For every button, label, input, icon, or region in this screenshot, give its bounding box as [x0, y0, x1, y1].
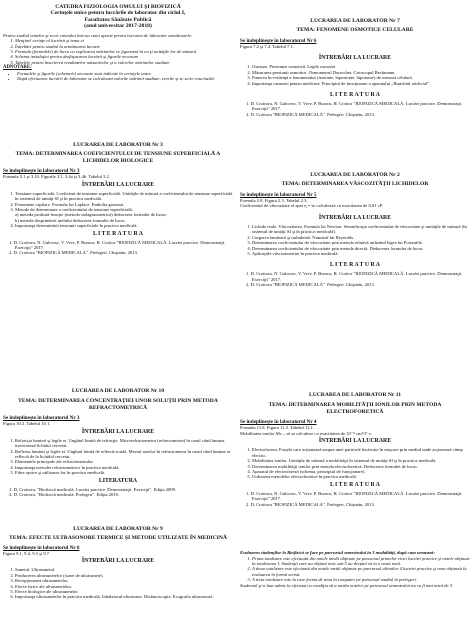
evaluation-section — [240, 550, 470, 588]
question-item: 2. Curgerea laminară şi turbulentă. Numărul lui Reynolds. — [252, 235, 470, 240]
lab3-formule: Formula 3.1 şi 3.10. Figurile 3.1, 3.4a şi 3.4b. Tabelul 3.2. — [3, 174, 111, 180]
question-item: 2. Reflexia luminii şi legile ei. Unghiul limită de reflexie totală. Mersul razelor în refractometru în cazul când lumina se reflectă de la lichidul cercetat. — [15, 449, 233, 460]
question-text: Metode de determinare a coeficientului de tensiune superficială: — [15, 207, 133, 213]
lab3-title: LUCRAREA DE LABORATOR Nr 3 — [73, 142, 163, 148]
lab11-literature — [240, 491, 470, 507]
evaluation-item: 1. Prima totalizare este efectuată din notele medii obţinute pe parcursul primelor cinci lucrări practice şi notele obţinute la totalizarea I. Studenţii care au obţinut note sub 5 au dreptul să ia o nouă notă. — [252, 556, 470, 567]
lab9-tema: TEMA: EFECTE ULTRASONORE TERMICE ŞI METODE UTILIZATE ÎN MEDICINĂ — [9, 535, 227, 542]
lab11-formule-1: Formula 11.8. Figura 11.3. Tabelul 11.1. — [240, 425, 314, 431]
header-intro: Pentru studiul temelor şi scrie caietului într-un caiet aparte pentru lucrarea de laborator următoarele: — [3, 32, 193, 38]
lab3-literature-title: L I T E R A T U R A — [93, 230, 143, 237]
lab7-tema: TEMA: FENOMENE OSMOTICE CELULARE — [296, 27, 414, 34]
header-step: 4. Schema instalaţiei pentru desfăşurarea lucrării şi figurile necesare — [15, 54, 233, 59]
evaluation-item: 3. A treia totalizare este la care forma de nota în computer pe parcursul studiul la prelegeri. — [252, 577, 470, 582]
lab10-formule: Figura 10.3. Tabelul 10.1. — [3, 421, 51, 427]
question-item: 1. Sunetul. Ultrasunetul. — [15, 567, 233, 572]
lab11-title: LUCRAREA DE LABORATOR Nr 11 — [309, 392, 401, 398]
question-item: 5. Efecte biologice ale ultrasunetelor. — [15, 589, 233, 594]
question-item: 1. Lichide reale. Vâscozitatea. Formula lui Newton. Semnificaţia coeficientului de vâscozitate şi unităţile de măsură (în sistemul de unităţi SI şi în practica medicală). — [252, 224, 470, 235]
lab10-literature-title: LITERATURA — [98, 477, 138, 484]
lab9-questions — [3, 567, 233, 599]
lab10-literature — [3, 487, 233, 498]
question-item: 4. Efecte fizice ale ultrasunetelor. — [15, 584, 233, 589]
lab2-book: Se îndeplineşte în laboratorul Nr 5 — [240, 191, 317, 198]
header-step: 1. Menţinel cerinţe al lucrării şi tema ei — [15, 38, 233, 43]
lab7-literature — [240, 101, 470, 117]
lab11-tema: TEMA: DETERMINAREA MOBILITĂŢII IONILOR PRIN METODA ELECTROFORETICĂ — [268, 402, 442, 415]
header-line-1: Cerinţele unice pentru lucrările de laborator din ciclul I, — [50, 10, 186, 17]
literature-item: 2. D. Croitoru "BIOFIZICĂ MEDICALĂ". Prelegeri. Chişinău, 2013. — [246, 111, 375, 117]
lab2-formule-1: Formula 2.8, Figura 2.3. Tabelul 2.3. — [240, 197, 308, 203]
lab2-section — [240, 172, 470, 288]
question-item: 1. Tensiune superficială. Coeficient de tensiune superficială. Unităţile de măsură a coeficientului de tensiune superficială în sistemul de unităţi SI şi în practica medicală. — [15, 191, 233, 202]
lab10-questions-title: ÎNTREBĂRI LA LUCRARE — [81, 428, 155, 435]
literature-item: 2. D. Croitoru "BIOFIZICĂ MEDICALĂ". Prelegeri. Chişinău, 2013. — [246, 501, 375, 507]
lab11-questions — [240, 447, 470, 479]
question-item: 6. Importanţa ultrasunetelor în practica medicală. Inhalatorul ultrasonor. Diafanoscopia. Ecografia ultrasonoră. — [15, 594, 233, 599]
lab9-questions-title: ÎNTREBĂRI LA LUCRARE — [81, 558, 155, 565]
lab7-literature-title: L I T E R A T U R A — [330, 92, 380, 99]
evaluation-list — [240, 556, 470, 583]
question-item: 4. Importanţa determinării tensiunii superficiale în practica medicală. — [15, 223, 233, 228]
adnotare-label: ADNOTARE: — [3, 65, 32, 71]
lab11-questions-title: ÎNTREBĂRI LA LUCRARE — [318, 438, 392, 445]
lab3-book: Se îndeplineşte în laboratorul Nr 3 — [3, 168, 80, 175]
header-step: 5. Tabelele pentru înscrierea rezultatelor măsurărilor şi a valorilor mărimilor studiate — [15, 60, 233, 65]
lab11-book: Se îndeplineşte în laboratorul Nr 4 — [240, 419, 317, 426]
question-item — [15, 207, 233, 223]
adnotare-item: • După efectuarea lucrării de laborator se calculează valorile mărimii studiate, erorile şi se scrie concluziile — [17, 76, 233, 81]
lab10-book: Se îndeplineşte în laboratorul Nr 3 — [3, 415, 80, 422]
lab2-literature-title: L I T E R A T U R A — [330, 262, 380, 269]
lab7-questions — [240, 64, 470, 86]
lab10-tema: TEMA: DETERMINAREA CONCENTRAŢIEI UNOR SOLUŢII PRIN METODA REFRACTOMETRICĂ — [18, 398, 218, 411]
literature-item: 1. D. Croitoru, N. Gubceac, V. Vrev, P. Buracu, R. Croitor "BIOFIZICĂ MEDICALĂ. Lucrări practice. Demonstraţii. Exerciţii" 2017. — [9, 239, 226, 251]
question-item: 3. Determinarea mobilităţii ionilor prin metoda electroforetică. Deducerea formulei de lucru. — [252, 464, 470, 469]
lab10-title: LUCRAREA DE LABORATOR Nr 10 — [71, 388, 165, 394]
lab7-formule: Figura 7.2 şi 7.4. Tabelul 7.1. — [240, 43, 294, 49]
question-item: 1. Osmoza. Presiunea osmotică. Legile osmozei. — [252, 64, 470, 69]
question-subitem: b) metoda desprinderii inelului deducerea formulei de lucru. — [15, 217, 126, 223]
lab11-section — [240, 392, 470, 507]
question-item: 1. Refracţia luminii şi legile ei. Unghiul limită de refracţie. Microrefractometru (refractometru) în cazul când lumina traversează lichidul cercetat. — [15, 438, 233, 449]
lab7-book: Se îndeplineşte în laboratorul Nr 6 — [240, 37, 317, 44]
question-item: 2. Producerea ultrasunetelor (surse de ultrasunete). — [15, 573, 233, 578]
question-item: 4. Aparatul de electroforeză (schema, principiul de funcţionare). — [252, 469, 470, 474]
lab3-literature — [3, 240, 233, 256]
lab3-section — [3, 142, 233, 256]
question-item: 2. Mobilitatea ionilor. Unităţile de măsură a mobilităţii în sistemul de unităţi SI şi în practica medicală. — [252, 458, 470, 463]
lab11-formule-2: Mobilitatea ionilor Mₙ – să se calculeze cu exactitatea de 10⁻⁸ cm²/V·s. — [240, 430, 372, 436]
question-item: 3. Determinarea coeficientului de vâscozitate prin metoda relativă utilizând legea lui Poiseuille. — [252, 240, 470, 245]
lab3-questions-title: ÎNTREBĂRI LA LUCRARE — [81, 181, 155, 188]
header-steps — [3, 38, 233, 65]
lab2-literature — [240, 271, 470, 287]
header-step: 2. Întrebări pentru studiul la următoarea lucrare — [15, 44, 233, 49]
lab3-tema: TEMA: DETERMINAREA COEFICIENTULUI DE TENSIUNE SUPERFICIALĂ A LICHIDELOR BIOLOGICE — [15, 151, 221, 164]
adnotare-list — [3, 71, 233, 82]
lab11-literature-title: L I T E R A T U R A — [330, 481, 380, 488]
literature-item: 1. D. Croitoru, N. Gubceac, V. Vrev, P. Buracu, R. Croitor "BIOFIZICĂ MEDICALĂ. Lucrări practice. Demonstraţii. Exerciţii" 2017. — [246, 271, 463, 282]
literature-item: 1. D. Croitoru, N. Gubceac, V. Vrev, P. Buracu, R. Croitor "BIOFIZICĂ MEDICALĂ. Lucrări practice. Demonstraţii. Exerciţii" 2017. — [246, 490, 463, 502]
lab2-title: LUCRAREA DE LABORATOR Nr 2 — [310, 172, 400, 178]
question-item: 4. Determinarea coeficientului de vâscozitate prin metoda directă. Deducerea formulei de lucru. — [252, 246, 470, 251]
header-section — [3, 4, 233, 81]
lab9-book: Se îndeplineşte în laboratorul Nr 6 — [3, 544, 80, 551]
lab3-questions — [3, 191, 233, 229]
evaluation-footer: Studentul şi-a luat admis la efectuat cu condiţia să a media notelor pe parcursul semestrului nu va fi mai mică de 5. — [240, 582, 454, 588]
lab9-section — [3, 526, 233, 600]
header-line-2: Facultatea Sănătate Publică — [84, 16, 152, 23]
question-item: 4. Importanţa osmozei pentru medicină. Principiul de funcţionare a aparatului „Rinichiul artificial”. — [252, 81, 470, 86]
lab10-questions — [3, 438, 233, 476]
lab9-formule: Figura 9.1, 9.4, 9.5 şi 9.7 — [3, 550, 50, 556]
lab7-title: LUCRAREA DE LABORATOR Nr 7 — [310, 18, 400, 24]
lab2-questions-title: ÎNTREBĂRI LA LUCRARE — [318, 215, 392, 221]
lab9-title: LUCRAREA DE LABORATOR Nr 9 — [73, 526, 163, 532]
header-line-3: (anul universitar 2017-2018) — [84, 23, 152, 30]
literature-item: 2. D. Croitoru, "Biofizică medicală. Prelegeri". Ediţia 2010. — [9, 492, 120, 498]
question-item: 5. Fibre optice şi utilizarea lor în practica medicală. — [15, 470, 233, 475]
literature-item: 2. D. Croitoru "BIOFIZICĂ MEDICALĂ". Prelegeri. Chişinău, 2013. — [246, 282, 375, 288]
lab7-section — [240, 18, 470, 117]
question-item: 2. Măsurarea presiunii osmotice. Osmometrul Dutrochet. Crioscopul Beckmann. — [252, 70, 470, 75]
question-subitem: a) metoda picătură-funcţie (metoda stalagmometrică) deducerea formulei de lucru; — [15, 212, 167, 218]
lab2-formule-2: Coeficientul de vâscozitate al apei η = se calculează cu exactitatea de 0,01 cP. — [240, 203, 383, 209]
adnotare-item: • Formulele şi figurile (schemele) necesare sunt indicate în cerinţele unice — [17, 71, 233, 76]
literature-item: 1. D. Croitoru, N. Gubceac, V. Vrev, P. Buracu, R. Croitor "BIOFIZICĂ MEDICALĂ. Lucrări practice. Demonstraţii. Exerciţii" 2017. — [246, 101, 463, 112]
evaluation-item: 2. A doua totalizare este efectuată din notele medii obţinute pe parcursul ultimilor 4 lucrări practice şi nota obţinută la evaluarea în formă scrisă. — [252, 566, 470, 577]
question-item: 3. Punerea în evidenţă a fenomenului (izotonie, hipertonie, hipotonie) de osmoză celulară. — [252, 75, 470, 80]
question-item: 1. Electroforeza. Forţele care acţionează asupra unei particule încărcate în mişcare prin mediul unde acţionează câmp electric. — [252, 447, 470, 458]
question-item: 4. Importanţa metodei refractometrice în practica medicală. — [15, 465, 233, 470]
literature-item: 2. D. Croitoru "BIOFIZICĂ MEDICALĂ". Prelegeri. Chişinău, 2013. — [9, 250, 138, 256]
lab7-questions-title: ÎNTREBĂRI LA LUCRARE — [318, 55, 392, 62]
department-title: CATEDRA FIZIOLOGIA OMULUI ŞI BIOFIZICĂ — [55, 4, 181, 10]
header-step: 3. Formula (formulele) de lucru cu explicarea mărimilor ce figurează în ea şi unităţile lor de măsură — [15, 49, 233, 54]
evaluation-intro: Evaluarea studenţilor la Biofizică se face pe parcursul semestrului în 3 modalităţi, după cum urmează: — [240, 550, 435, 555]
question-item: 5. Aplicaţiile vâscozimetriei în practica medicală. — [252, 251, 470, 256]
question-item: 3. Elementele principale ale refractometrului. — [15, 459, 233, 464]
literature-item: 1. D. Croitoru, "Biofizică medicală. Lucrări practice. Demonstraţii. Exerciţii". Ediţia 2009. — [9, 486, 177, 492]
question-item: 3. Recepţionarea ultrasunetelor. — [15, 578, 233, 583]
lab10-section — [3, 388, 233, 497]
lab2-tema: TEMA: DETERMINAREA VÂSCOZITĂŢII LICHIDELOR — [281, 181, 429, 188]
question-item: 2. Fenomene capilare. Formula lui Laplace. Embolia gazoasă. — [15, 202, 233, 207]
question-item: 5. Utilizarea metodelor electroforetice în practica medicală. — [252, 474, 470, 479]
lab2-questions — [240, 224, 470, 256]
